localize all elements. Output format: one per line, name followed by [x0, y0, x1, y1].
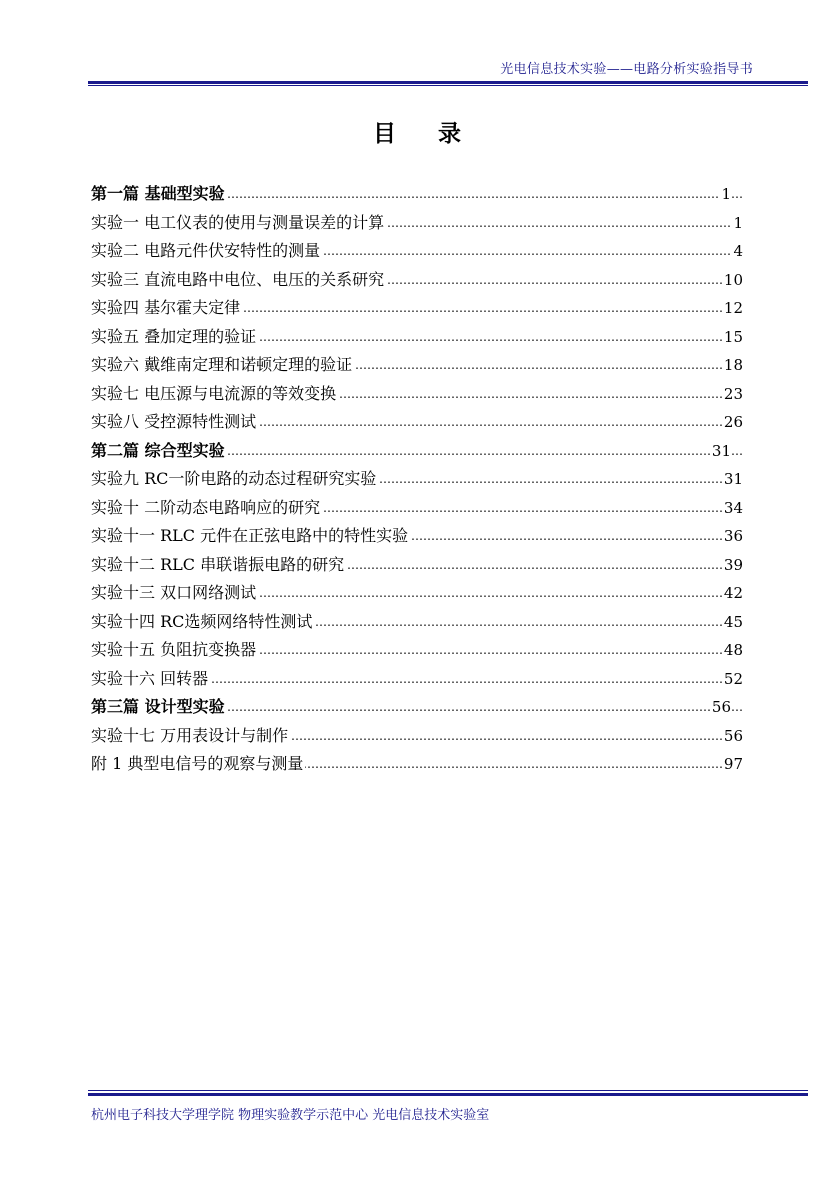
toc-entry-exp-13[interactable] — [91, 579, 743, 608]
toc-entry-label: ………………………………………………………………………………………………………………………………………………………………………………………… 实验二 电路元件伏安特性的测量 — [91, 237, 322, 266]
toc-entry-page: 52 — [722, 665, 743, 694]
toc-entry-label: ………………………………………………………………………………………………………………………………………………………………………………………… 第一篇 基础型实验 — [91, 180, 227, 209]
page-header: 光电信息技术实验——电路分析实验指导书 — [500, 62, 753, 77]
toc-part-3[interactable] — [91, 693, 743, 722]
toc-entry-page: 4 — [731, 237, 743, 266]
toc-entry-exp-10[interactable] — [91, 494, 743, 523]
toc-entry-page: 97 — [722, 750, 743, 779]
toc-entry-page: 18 — [722, 351, 743, 380]
footer-rule-secondary — [88, 1090, 808, 1091]
toc-entry-label: ………………………………………………………………………………………………………………………………………………………………………………………… 实验六 戴维南定理和诺顿定理的验证 — [91, 351, 354, 380]
toc-entry-label: ………………………………………………………………………………………………………………………………………………………………………………………… 实验十一 RLC 元件在正弦电路中的特性实验 — [91, 522, 410, 551]
toc-entry-exp-7[interactable] — [91, 380, 743, 409]
toc-entry-page: 10 — [722, 266, 743, 295]
toc-entry-label: ………………………………………………………………………………………………………………………………………………………………………………………… 实验九 RC一阶电路的动态过程研究实验 — [91, 465, 378, 494]
toc-entry-page: 48 — [722, 636, 743, 665]
toc-entry-page: 31 — [710, 437, 731, 466]
toc-entry-label: ………………………………………………………………………………………………………………………………………………………………………………………… 实验一 电工仪表的使用与测量误差的计算 — [91, 209, 386, 238]
toc-entry-page: 15 — [722, 323, 743, 352]
toc-entry-exp-12[interactable] — [91, 551, 743, 580]
toc-entry-label: ………………………………………………………………………………………………………………………………………………………………………………………… 实验三 直流电路中电位、电压的关系研究 — [91, 266, 386, 295]
header-rule-secondary — [88, 85, 808, 86]
toc-entry-page: 1 — [731, 209, 743, 238]
toc-entry-exp-16[interactable] — [91, 665, 743, 694]
toc-entry-exp-11[interactable] — [91, 522, 743, 551]
toc-entry-exp-8[interactable] — [91, 408, 743, 437]
toc-entry-label: ………………………………………………………………………………………………………………………………………………………………………………………… 实验七 电压源与电流源的等效变换 — [91, 380, 338, 409]
page-footer: 杭州电子科技大学理学院 物理实验教学示范中心 光电信息技术实验室 — [91, 1108, 490, 1123]
toc-entry-label: ………………………………………………………………………………………………………………………………………………………………………………………… 第三篇 设计型实验 — [91, 693, 227, 722]
toc-entry-page: 56 — [710, 693, 731, 722]
toc-entry-label: ………………………………………………………………………………………………………………………………………………………………………………………… 实验十三 双口网络测试 — [91, 579, 258, 608]
toc-entry-page: 56 — [722, 722, 743, 751]
toc-entry-page: 45 — [722, 608, 743, 637]
toc-entry-exp-3[interactable] — [91, 266, 743, 295]
toc-entry-page: 12 — [722, 294, 743, 323]
toc-entry-exp-1[interactable] — [91, 209, 743, 238]
toc-title: 目录 — [373, 120, 503, 147]
toc-part-2[interactable] — [91, 437, 743, 466]
toc-part-1[interactable] — [91, 180, 743, 209]
toc-entry-page: 39 — [722, 551, 743, 580]
toc-entry-page: 1 — [719, 180, 731, 209]
toc-entry-exp-14[interactable] — [91, 608, 743, 637]
toc-entry-label: ………………………………………………………………………………………………………………………………………………………………………………………… 第二篇 综合型实验 — [91, 437, 227, 466]
toc-entry-exp-9[interactable] — [91, 465, 743, 494]
footer-rule — [88, 1093, 808, 1096]
toc-entry-label: ………………………………………………………………………………………………………………………………………………………………………………………… 实验八 受控源特性测试 — [91, 408, 258, 437]
toc-entry-page: 36 — [722, 522, 743, 551]
toc-entry-label: ………………………………………………………………………………………………………………………………………………………………………………………… 实验十五 负阻抗变换器 — [91, 636, 258, 665]
toc-entry-label: ………………………………………………………………………………………………………………………………………………………………………………………… 实验四 基尔霍夫定律 — [91, 294, 242, 323]
toc-entry-label: ………………………………………………………………………………………………………………………………………………………………………………………… 附 1 典型电信号的观察与测量 — [91, 750, 305, 779]
toc-entry-exp-5[interactable] — [91, 323, 743, 352]
toc-entry-page: 42 — [722, 579, 743, 608]
toc-entry-label: ………………………………………………………………………………………………………………………………………………………………………………………… 实验十四 RC选频网络特性测试 — [91, 608, 314, 637]
toc-entry-exp-6[interactable] — [91, 351, 743, 380]
toc-entry-label: ………………………………………………………………………………………………………………………………………………………………………………………… 实验十二 RLC 串联谐振电路的研究 — [91, 551, 346, 580]
toc-entry-exp-17[interactable] — [91, 722, 743, 751]
toc-entry-exp-2[interactable] — [91, 237, 743, 266]
toc-entry-exp-4[interactable] — [91, 294, 743, 323]
toc-entry-label: ………………………………………………………………………………………………………………………………………………………………………………………… 实验十七 万用表设计与制作 — [91, 722, 290, 751]
toc-entry-page: 26 — [722, 408, 743, 437]
table-of-contents — [91, 180, 743, 779]
toc-entry-appendix-1[interactable] — [91, 750, 743, 779]
toc-entry-label: ………………………………………………………………………………………………………………………………………………………………………………………… 实验十 二阶动态电路响应的研究 — [91, 494, 322, 523]
toc-entry-page: 31 — [722, 465, 743, 494]
toc-entry-page: 23 — [722, 380, 743, 409]
header-rule — [88, 81, 808, 84]
toc-entry-label: ………………………………………………………………………………………………………………………………………………………………………………………… 实验五 叠加定理的验证 — [91, 323, 258, 352]
toc-entry-page: 34 — [722, 494, 743, 523]
toc-entry-exp-15[interactable] — [91, 636, 743, 665]
toc-entry-label: ………………………………………………………………………………………………………………………………………………………………………………………… 实验十六 回转器 — [91, 665, 210, 694]
